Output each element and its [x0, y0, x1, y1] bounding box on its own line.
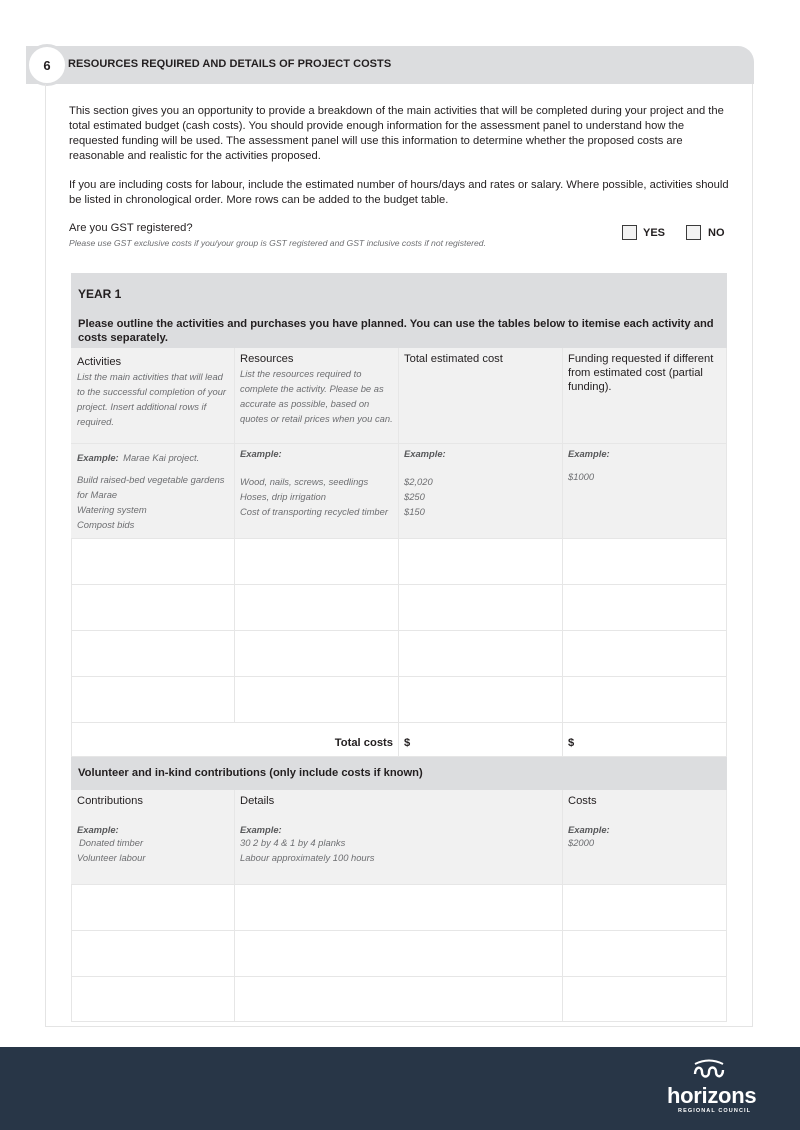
costs-cell [563, 790, 727, 885]
example-detail-line: Labour approximately 100 hours [240, 852, 375, 863]
year1-instruction: Please outline the activities and purchases you have planned. You can use the tables below to itemise each activity and costs separately. [78, 318, 714, 344]
activity-input-cell[interactable] [71, 631, 235, 677]
details-header: Details [240, 795, 275, 807]
total-cost-value: $ [404, 737, 411, 749]
total-costs-label: Total costs [334, 737, 393, 749]
detail-input-cell[interactable] [235, 931, 563, 977]
logo-wordmark: horizons [667, 1083, 757, 1108]
example-contribution-line: Volunteer labour [77, 852, 146, 863]
activity-input-cell[interactable] [71, 677, 235, 723]
volunteer-left-border [71, 885, 72, 1022]
contributions-cell [71, 790, 235, 885]
funding-input-cell[interactable] [563, 539, 727, 585]
contribution-input-cell[interactable] [71, 977, 235, 1022]
costs-header: Costs [568, 795, 597, 807]
total-cost-header: Total estimated cost [404, 353, 503, 365]
horizons-logo-icon [692, 1058, 726, 1082]
example-resource-line: Wood, nails, screws, seedlings [240, 476, 369, 487]
gst-no-label: NO [708, 227, 725, 239]
example-activity-line: Watering system [77, 504, 147, 515]
funding-input-cell[interactable] [563, 631, 727, 677]
intro-paragraph-1: This section gives you an opportunity to provide a breakdown of the main activities that will be completed during your project and the total estimated budget (cash costs). You should provide enough information for the assessment panel to understand how the requested funding will be used. The assessment panel will use this information to determine whether the proposed costs are reasonable and realistic for the activities proposed. [69, 105, 724, 162]
col-header-funding [563, 348, 727, 444]
table-left-border [71, 539, 72, 757]
detail-input-cell[interactable] [235, 885, 563, 931]
funding-input-cell[interactable] [563, 677, 727, 723]
total-costs-label-cell [71, 723, 399, 757]
activity-input-cell[interactable] [71, 585, 235, 631]
funding-input-cell[interactable] [563, 585, 727, 631]
total-funding-input[interactable] [563, 723, 727, 757]
example-label: Example: [240, 824, 282, 835]
intro-paragraph-2: If you are including costs for labour, include the estimated number of hours/days and rates or salary. Where possible, activities should be listed in chronological order. More rows can be added to the budget table. [69, 179, 729, 206]
example-activities-title: Marae Kai project. [123, 452, 200, 463]
example-cost-line: $150 [404, 506, 425, 517]
col-header-resources [235, 348, 399, 444]
volunteer-cost-input-cell[interactable] [563, 885, 727, 931]
example-label: Example: [77, 452, 119, 463]
volunteer-cost-input-cell[interactable] [563, 977, 727, 1022]
gst-yes-label: YES [643, 227, 666, 239]
activities-hint: List the main activities that will lead to the successful completion of your project. Insert additional rows if required. [77, 371, 227, 427]
example-label: Example: [568, 448, 610, 459]
example-resource-line: Cost of transporting recycled timber [240, 506, 388, 517]
gst-yes-checkbox[interactable] [622, 225, 637, 240]
example-resources-cell [235, 444, 399, 539]
resource-input-cell[interactable] [235, 631, 399, 677]
volunteer-cost-input-cell[interactable] [563, 931, 727, 977]
example-detail-line: 30 2 by 4 & 1 by 4 planks [240, 837, 346, 848]
contribution-input-cell[interactable] [71, 885, 235, 931]
year1-title: YEAR 1 [78, 287, 122, 301]
total-cost-input[interactable] [399, 723, 563, 757]
example-cost-line: $2000 [568, 837, 595, 848]
details-cell [235, 790, 563, 885]
example-resource-line: Hoses, drip irrigation [240, 491, 326, 502]
gst-no-checkbox[interactable] [686, 225, 701, 240]
funding-header: Funding requested if different from estimated cost (partial funding). [568, 353, 714, 393]
logo-subtitle: REGIONAL COUNCIL [678, 1108, 752, 1114]
example-activity-line: Compost bids [77, 519, 135, 530]
example-cost-line: $250 [404, 491, 425, 502]
col-header-activities [71, 348, 235, 444]
total-funding-value: $ [568, 737, 575, 749]
example-activities-cell [71, 444, 235, 539]
cost-input-cell[interactable] [399, 585, 563, 631]
activities-header: Activities [77, 356, 122, 368]
section-number-badge [26, 44, 68, 86]
example-funding-line: $1000 [568, 471, 595, 482]
example-funding-cell [563, 444, 727, 539]
col-header-total-cost [399, 348, 563, 444]
example-label: Example: [404, 448, 446, 459]
example-activity-line: Build raised-bed vegetable gardens for Marae [77, 474, 225, 500]
cost-input-cell[interactable] [399, 631, 563, 677]
contribution-input-cell[interactable] [71, 931, 235, 977]
contributions-header: Contributions [77, 795, 143, 807]
example-contribution-line: Donated timber [79, 837, 144, 848]
section-title: RESOURCES REQUIRED AND DETAILS OF PROJECT COSTS [68, 58, 392, 70]
detail-input-cell[interactable] [235, 977, 563, 1022]
section-number: 6 [43, 57, 51, 73]
example-label: Example: [568, 824, 610, 835]
example-cost-line: $2,020 [404, 476, 433, 487]
resource-input-cell[interactable] [235, 677, 399, 723]
resource-input-cell[interactable] [235, 539, 399, 585]
resources-hint: List the resources required to complete the activity. Please be as accurate as possible, based on quotes or retail prices when you can. [240, 368, 393, 424]
cost-input-cell[interactable] [399, 539, 563, 585]
example-label: Example: [240, 448, 282, 459]
gst-note: Please use GST exclusive costs if you/your group is GST registered and GST inclusive costs if not registered. [69, 238, 486, 248]
gst-question: Are you GST registered? [69, 222, 193, 234]
resources-header: Resources [240, 353, 294, 365]
activity-input-cell[interactable] [71, 539, 235, 585]
cost-input-cell[interactable] [399, 677, 563, 723]
volunteer-title: Volunteer and in-kind contributions (only include costs if known) [78, 767, 423, 779]
resource-input-cell[interactable] [235, 585, 399, 631]
example-cost-cell [399, 444, 563, 539]
example-label: Example: [77, 824, 119, 835]
